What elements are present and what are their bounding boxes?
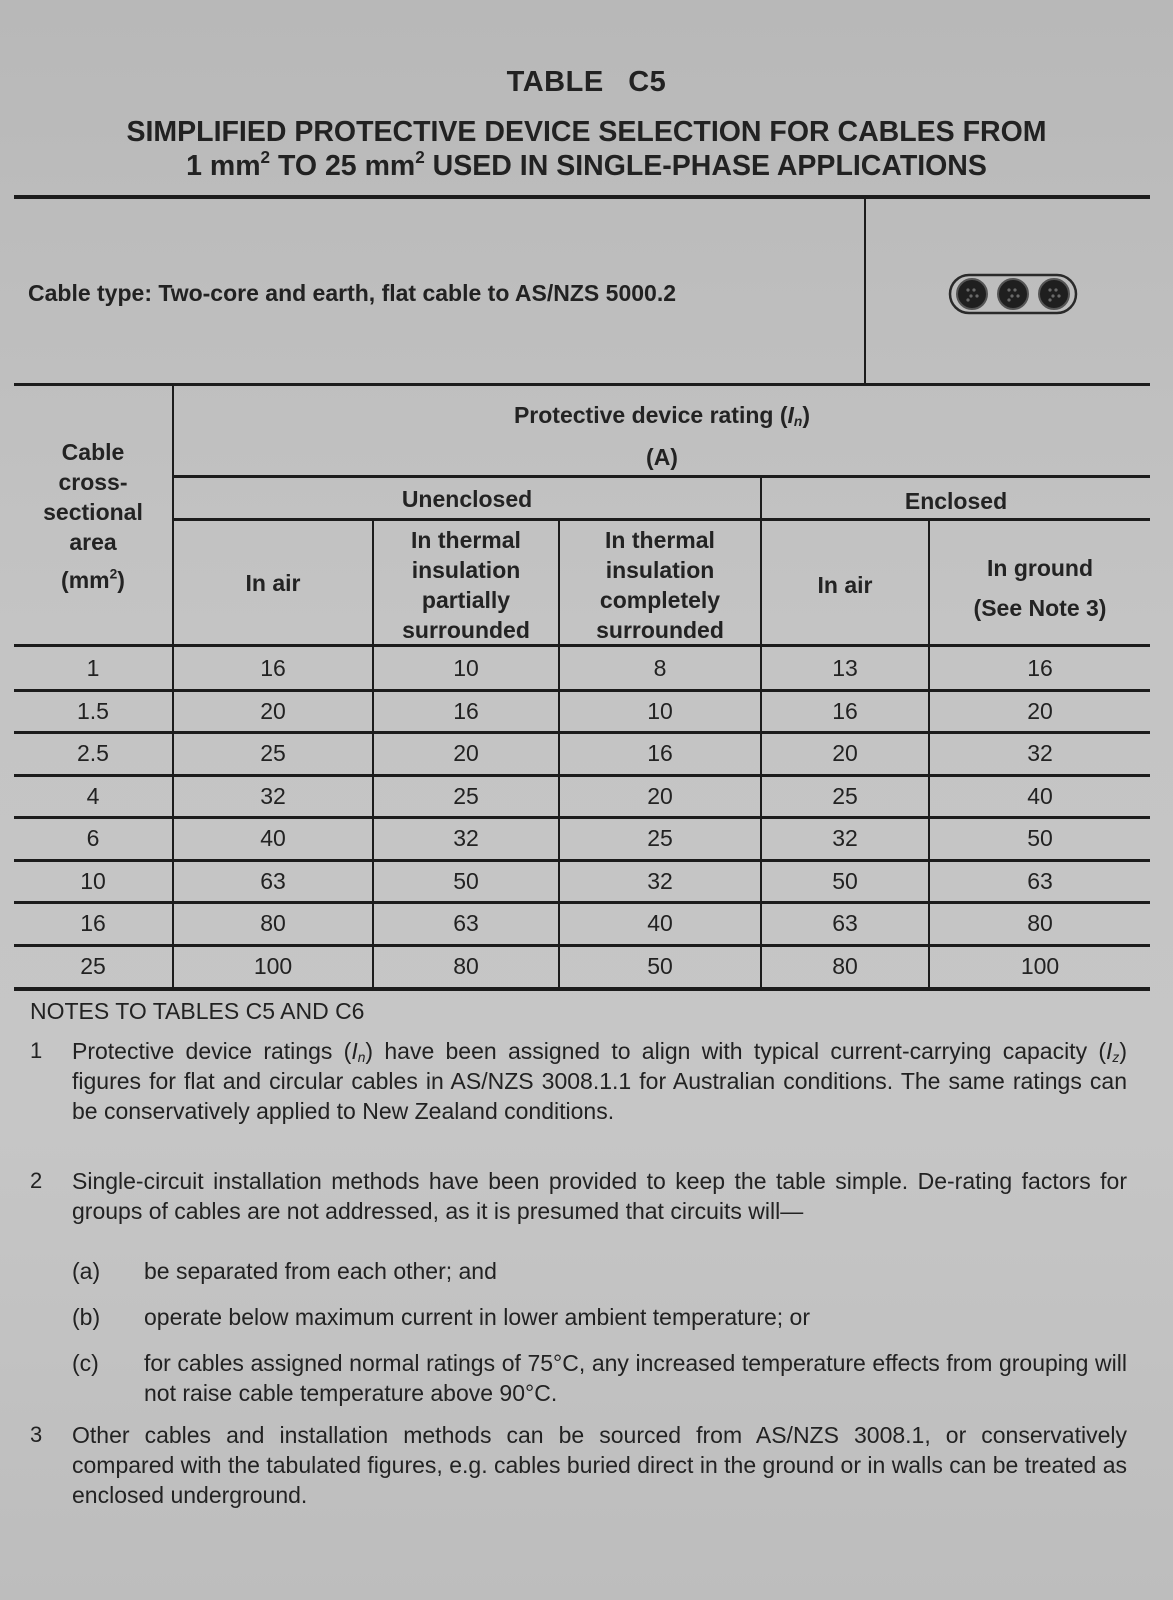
cell-in-ground: 20	[1027, 697, 1053, 724]
cell-in-ground: 50	[1027, 825, 1053, 851]
row-divider	[14, 901, 1150, 904]
row-divider	[14, 731, 1150, 734]
cell-partially-surrounded: 25	[453, 782, 479, 809]
cell-partially-surrounded: 50	[453, 867, 479, 894]
cell-area: 10	[80, 867, 106, 894]
note-2a-text: be separated from each other; and	[144, 1258, 497, 1284]
cell-unenclosed-in-air: 32	[260, 782, 286, 809]
cell-area: 6	[86, 825, 100, 851]
cell-completely-surrounded: 16	[647, 740, 673, 766]
cell-enclosed-in-air: 50	[832, 867, 858, 894]
cell-area: 2.5	[77, 740, 109, 766]
table-title-line1: SIMPLIFIED PROTECTIVE DEVICE SELECTION FOR CABLES FROM	[126, 116, 1047, 148]
cell-completely-surrounded: 40	[647, 910, 673, 936]
cell-in-ground: 40	[1027, 782, 1053, 809]
row-divider	[14, 944, 1150, 947]
cell-completely-surrounded: 10	[647, 697, 673, 724]
cell-completely-surrounded: 25	[647, 825, 673, 851]
cell-enclosed-in-air: 25	[832, 782, 858, 809]
cell-partially-surrounded: 63	[453, 910, 479, 936]
cable-type-label: Cable type: Two-core and earth, flat cable to AS/NZS 5000.2	[28, 280, 676, 306]
cell-completely-surrounded: 20	[647, 782, 673, 809]
cell-unenclosed-in-air: 100	[253, 952, 293, 979]
cell-unenclosed-in-air: 16	[260, 655, 286, 681]
cell-unenclosed-in-air: 40	[260, 825, 286, 851]
cell-enclosed-in-air: 20	[832, 740, 858, 766]
cell-unenclosed-in-air: 63	[260, 867, 286, 894]
row-divider	[14, 859, 1150, 862]
row-divider	[14, 816, 1150, 819]
note-3-text: Other cables and installation methods can be sourced from AS/NZS 3008.1, or conservatively compared with the tabulated figures, e.g. cables buried direct in the ground or in walls can be treated as enclosed underground.	[72, 1422, 1127, 1508]
sub-header-partially-surrounded: In thermal insulation partially surrounded	[402, 527, 530, 643]
note-2c-text: for cables assigned normal ratings of 75°C, any increased temperature effects from grouping will not raise cable temperature above 90°C.	[144, 1350, 1127, 1406]
cell-unenclosed-in-air: 80	[260, 910, 286, 936]
cable-type-rule	[14, 383, 1150, 386]
cell-partially-surrounded: 80	[453, 952, 479, 979]
cell-partially-surrounded: 20	[453, 740, 479, 766]
cell-unenclosed-in-air: 20	[260, 697, 286, 724]
cell-area: 1.5	[77, 697, 109, 724]
sub-header-in-air-enclosed: In air	[817, 572, 873, 598]
enclosed-header: Enclosed	[904, 488, 1008, 514]
cell-area: 4	[86, 782, 100, 809]
cell-enclosed-in-air: 32	[832, 825, 858, 851]
cell-enclosed-in-air: 80	[832, 952, 858, 979]
cell-enclosed-in-air: 16	[832, 697, 858, 724]
cell-area: 1	[86, 655, 100, 681]
unenclosed-header: Unenclosed	[401, 486, 533, 512]
table-title-line2: 1 $mm^2$ TO 25 $mm^2$ USED IN SINGLE-PHASE APPLICATIONS	[186, 148, 987, 182]
cell-in-ground: 80	[1027, 910, 1053, 936]
note-2b-label: (b)	[72, 1304, 101, 1330]
row-divider	[14, 689, 1150, 692]
cell-area: 16	[80, 910, 106, 936]
top-rule	[14, 195, 1150, 199]
note-2a-label: (a)	[72, 1258, 101, 1284]
table-label: TABLE C5	[506, 66, 667, 98]
cross-section-header: Cable cross- sectional area $(mm^2)$	[43, 439, 143, 593]
cell-completely-surrounded: 32	[647, 867, 673, 894]
cable-type-divider	[864, 199, 866, 385]
cell-area: 25	[80, 952, 106, 979]
cell-unenclosed-in-air: 25	[260, 740, 286, 766]
cell-partially-surrounded: 10	[453, 655, 479, 681]
cell-in-ground: 16	[1027, 655, 1053, 681]
sub-header-in-ground: In ground (See Note 3)	[973, 555, 1107, 621]
cell-partially-surrounded: 16	[453, 697, 479, 724]
protective-rating-header: Protective device rating $(I_n)$	[513, 402, 811, 429]
note-3-number: 3	[30, 1422, 43, 1447]
header-bottom-rule	[14, 644, 1150, 647]
cell-completely-surrounded: 8	[653, 655, 667, 681]
flat-three-core-cable-icon	[948, 272, 1078, 316]
row-divider	[14, 774, 1150, 777]
sub-header-in-air-unenclosed: In air	[245, 570, 301, 596]
cell-enclosed-in-air: 63	[832, 910, 858, 936]
note-1-text: Protective device ratings $(I_n)$ have been assigned to align with typical current-carrying capacity $(I_z)$ figures for flat and circular cables in AS/NZS 3008.1.1 for Australian conditions. The same ratings can be conservatively applied to New Zealand conditions.	[72, 1038, 1127, 1124]
note-1-number: 1	[30, 1038, 43, 1063]
cell-in-ground: 32	[1027, 740, 1053, 766]
note-2-text: Single-circuit installation methods have been provided to keep the table simple. De-rating factors for groups of cables are not addressed, as it is presumed that circuits will—	[72, 1168, 1127, 1224]
cell-in-ground: 63	[1027, 867, 1053, 894]
group-rule	[174, 475, 1150, 478]
unit-amps-header: (A)	[646, 444, 678, 470]
subgroup-rule	[174, 518, 1150, 521]
note-2c-label: (c)	[72, 1350, 99, 1376]
note-2b-text: operate below maximum current in lower ambient temperature; or	[144, 1304, 811, 1330]
table-bottom-rule	[14, 987, 1150, 991]
cell-in-ground: 100	[1020, 952, 1060, 979]
sub-header-completely-surrounded: In thermal insulation completely surrounded	[596, 527, 724, 643]
cell-partially-surrounded: 32	[453, 825, 479, 851]
notes-heading: NOTES TO TABLES C5 AND C6	[30, 998, 365, 1024]
note-2-number: 2	[30, 1168, 43, 1193]
cell-enclosed-in-air: 13	[832, 655, 858, 681]
cell-completely-surrounded: 50	[647, 952, 673, 979]
